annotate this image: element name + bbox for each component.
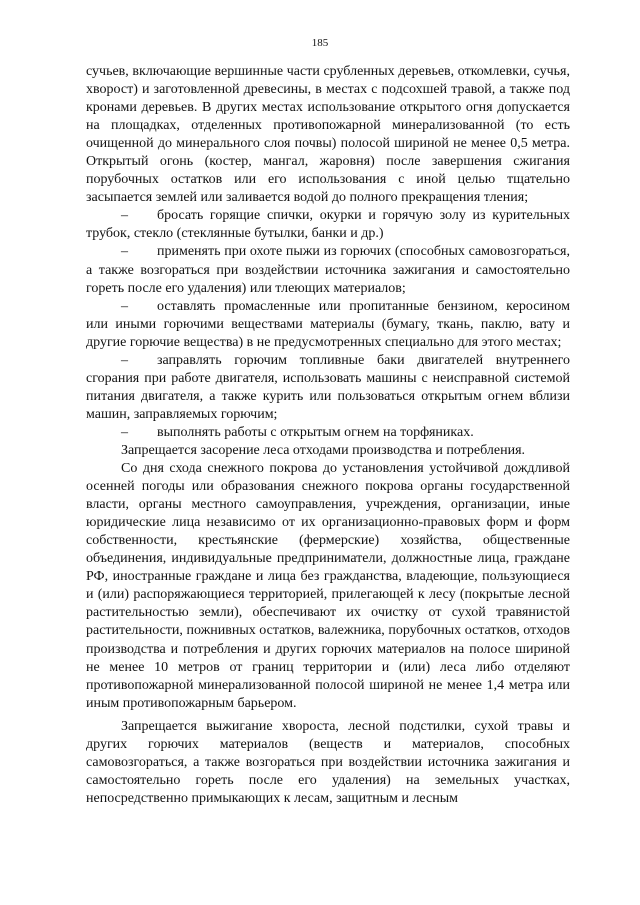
paragraph-continuation: сучьев, включающие вершинные части срубленных деревьев, откомлевки, сучья, хворост) и заготовленной древесины, в местах с подсохшей травой, а также под кронами деревьев. В других местах использование открытого огня допускается на площадках, отделенных противопожарной минерализованной (то есть очищенной до минерального слоя почвы) полосой шириной не менее 0,5 метра. Открытый огонь (костер, мангал, жаровня) после завершения сжигания порубочных остатков или его использования с иной целью тщательно засыпается землей или заливается водой до полного прекращения тления; <box>86 64 570 206</box>
list-dash: – <box>121 244 128 260</box>
list-item-text: бросать горящие спички, окурки и горячую золу из курительных трубок, стекло (стеклянные бутылки, банки и др.) <box>86 208 570 242</box>
list-item-text: оставлять промасленные или пропитанные бензином, керосином или иными горючими веществами материалы (бумагу, ткань, паклю, вату и другие горючие вещества) в не предусмотренных специально для этого местах; <box>86 298 570 350</box>
page-number: 185 <box>311 37 329 49</box>
body-text <box>86 63 570 808</box>
paragraph-waste: Запрещается засорение леса отходами производства и потребления. <box>121 442 526 458</box>
list-dash: – <box>121 298 128 314</box>
list-item <box>86 352 570 424</box>
list-item <box>86 207 570 243</box>
list-item <box>86 298 570 352</box>
paragraph-clearance: Со дня схода снежного покрова до установления устойчивой дождливой осенней погоды или образования снежного покрова органы государственной власти, органы местного самоуправления, учреждения, организации, иные юридические лица независимо от их организационно-правовых форм и форм собственности, крестьянские (фермерские) хозяйства, общественные объединения, индивидуальные предприниматели, должностные лица, граждане РФ, иностранные граждане и лица без гражданства, владеющие, пользующиеся и (или) распоряжающиеся территорией, прилегающей к лесу (покрытые лесной растительностью земли), обеспечивают их очистку от сухой травянистой растительности, пожнивных остатков, валежника, порубочных остатков, отходов производства и потребления и других горючих материалов на полосе шириной не менее 10 метров от границ территории и (или) леса либо отделяют противопожарной минерализованной полосой шириной не менее 1,4 метра или иным противопожарным барьером. <box>86 461 570 711</box>
list-item <box>86 243 570 297</box>
list-item-text: заправлять горючим топливные баки двигателей внутреннего сгорания при работе двигателя, использовать машины с неисправной системой питания двигателя, а также курить или пользоваться открытым огнем вблизи машин, заправляемых горючим; <box>86 352 570 422</box>
list-dash: – <box>121 352 128 368</box>
list-dash: – <box>121 424 128 440</box>
list-dash: – <box>121 208 128 224</box>
paragraph-burning: Запрещается выжигание хвороста, лесной подстилки, сухой травы и других горючих материалов (веществ и материалов, способных самовозгораться, а также возгораться при воздействии источника зажигания и самостоятельно гореть после его удаления) на земельных участках, непосредственно примыкающих к лесам, защитным и лесным <box>86 718 570 806</box>
list-item-text: применять при охоте пыжи из горючих (способных самовозгораться, а также возгораться при воздействии источника зажигания и самостоятельно гореть после его удаления) или тлеющих материалов; <box>86 244 570 296</box>
list-item <box>86 424 570 442</box>
list-item-text: выполнять работы с открытым огнем на торфяниках. <box>157 424 474 440</box>
